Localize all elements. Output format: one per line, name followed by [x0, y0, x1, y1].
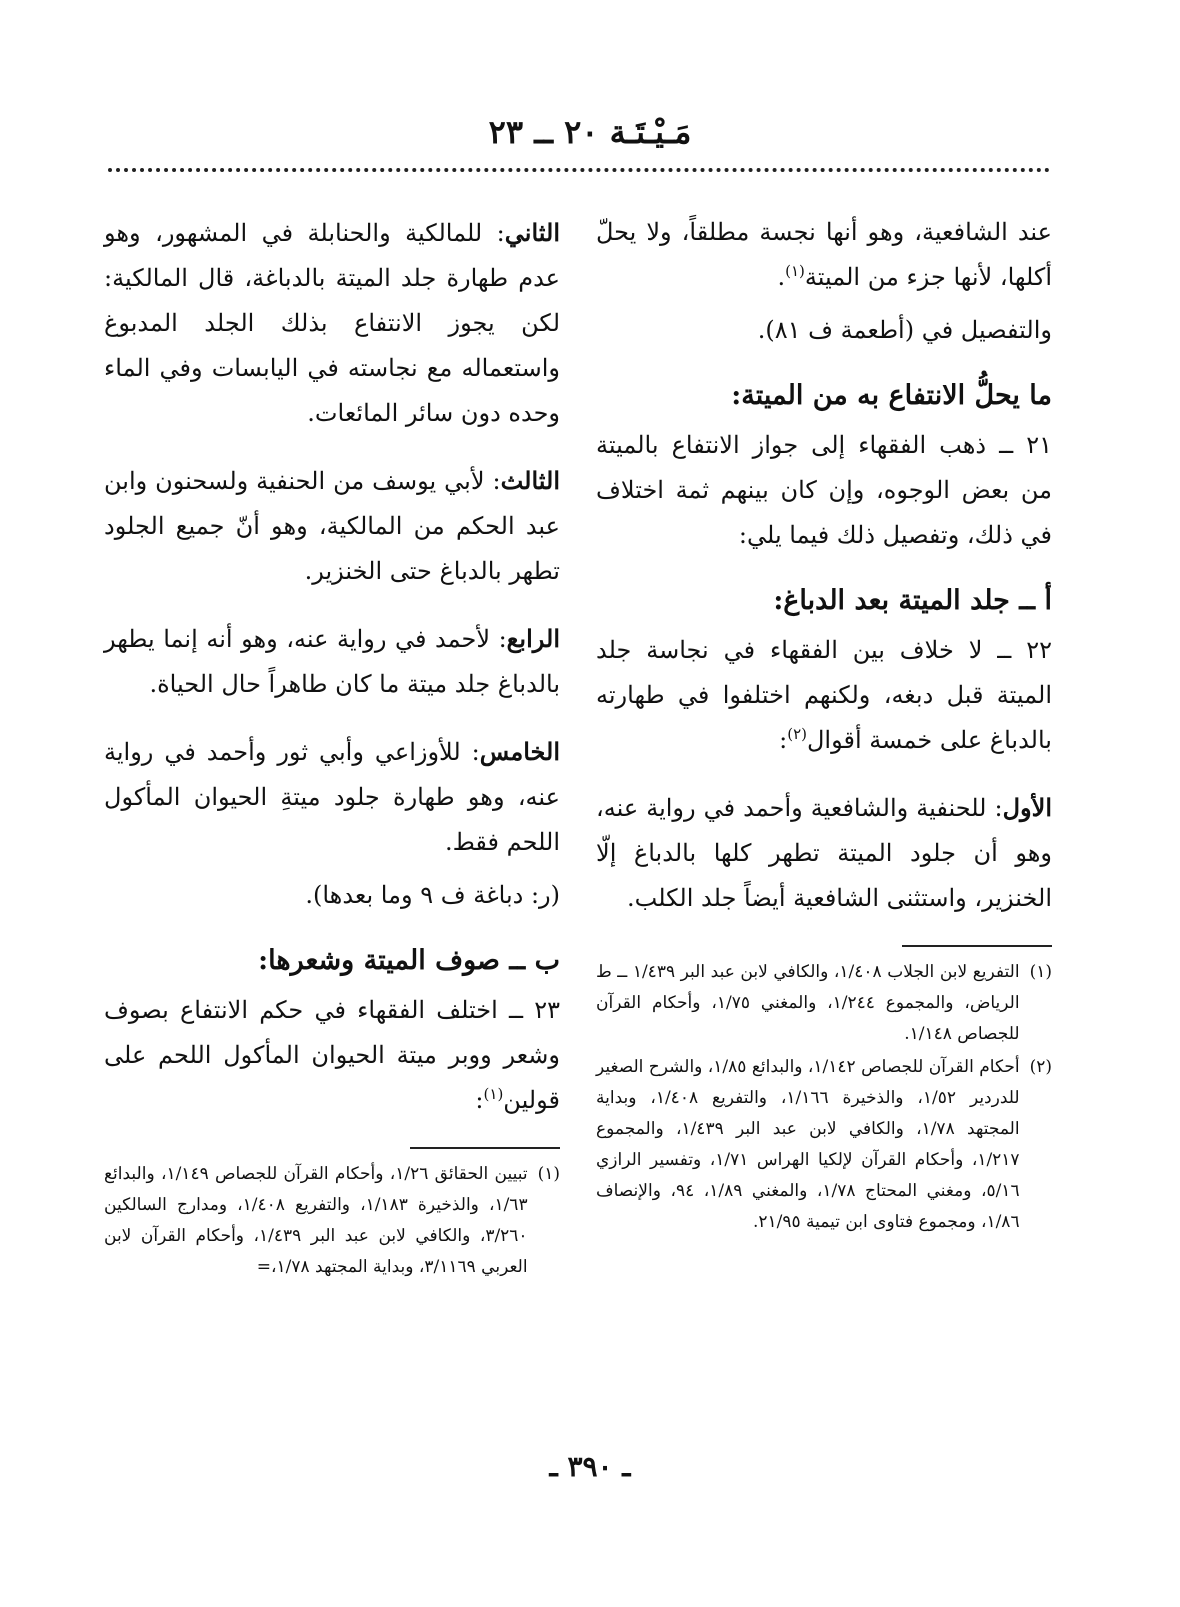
footnote-number: (١) [537, 1164, 560, 1184]
opinion-fifth-text: : للأوزاعي وأبي ثور وأحمد في رواية عنه، وهو طهارة جلود ميتةِ الحيوان المأكول اللحم فقط. [104, 738, 560, 856]
opinion-fifth [104, 729, 560, 865]
footnote-text: التفريع لابن الجلاب ١/٤٠٨، والكافي لابن عبد البر ١/٤٣٩ ــ ط الرياض، والمجموع ١/٢٤٤، والمغني ١/٧٥، وأحكام القرآن للجصاص ١/١٤٨. [596, 962, 1020, 1044]
opinion-third [104, 458, 560, 594]
footnote-separator [410, 1147, 560, 1149]
opinion-first [596, 785, 1052, 921]
left-column [104, 210, 560, 1285]
footnotes-left [104, 1159, 560, 1283]
opinion-second-text: : للمالكية والحنابلة في المشهور، وهو عدم طهارة جلد الميتة بالدباغة، قال المالكية: لكن يجوز الانتفاع بذلك الجلد المدبوغ واستعماله مع نجاسته في اليابسات وفي الماء وحده دون سائر المائعات. [104, 219, 560, 427]
intro-paragraph [596, 210, 1052, 300]
paragraph-22-end: : [779, 726, 788, 754]
page-number: ـ ٣٩٠ ـ [549, 1450, 631, 1483]
footnote-text: تبيين الحقائق ١/٢٦، وأحكام القرآن للجصاص ١/١٤٩، والبدائع ١/٦٣، والذخيرة ١/١٨٣، والتفريع ١/٤٠٨، ومدارج السالكين ٣/٢٦٠، والكافي لابن عبد البر ١/٤٣٩، وأحكام القرآن لابن العربي ٣/١١٦٩، وبداية المجتهد ١/٧٨،= [104, 1164, 528, 1277]
footnote-text: أحكام القرآن للجصاص ١/١٤٢، والبدائع ١/٨٥، والشرح الصغير للدردير ١/٥٢، والذخيرة ١/١٦٦، والتفريع ١/٤٠٨، وبداية المجتهد ١/٧٨، والكافي لابن عبد البر ١/٤٣٩، والمجموع ١/٢١٧، وأحكام القرآن لإلكيا الهراس ١/٧١، وتفسير الرازي ٥/١٦، ومغني المحتاج ١/٧٨، والمغني ١/٨٩، ٩٤، والإنصاف ١/٨٦، ومجموع فتاوى ابن تيمية ٢١/٩٥. [596, 1057, 1020, 1232]
footnote-item [104, 1159, 560, 1283]
opinion-first-text: : للحنفية والشافعية وأحمد في رواية عنه، وهو أن جلود الميتة تطهر كلها بالدباغ إلّا الخنزير، واستثنى الشافعية أيضاً جلد الكلب. [596, 794, 1052, 912]
opinion-second [104, 210, 560, 436]
header-dotted-rule [108, 168, 1050, 172]
opinion-fourth-text: : لأحمد في رواية عنه، وهو أنه إنما يطهر بالدباغ جلد ميتة ما كان طاهراً حال الحياة. [104, 625, 560, 698]
subsection-heading-b: ب ــ صوف الميتة وشعرها: [258, 945, 560, 976]
right-column [596, 210, 1052, 1240]
intro-text: عند الشافعية، وهو أنها نجسة مطلقاً، ولا يحلّ أكلها، لأنها جزء من الميتة [596, 218, 1052, 291]
detail-paragraph: والتفصيل في (أطعمة ف ٨١). [757, 316, 1052, 344]
footnote-number: (٢) [1029, 1057, 1052, 1077]
footnote-item [596, 1052, 1052, 1238]
opinion-fifth-lead: الخامس [479, 737, 560, 766]
footnote-item [596, 957, 1052, 1050]
section-heading-permitted-use: ما يحلُّ الانتفاع به من الميتة: [731, 380, 1052, 411]
footnote-ref[interactable]: (٢) [787, 725, 807, 743]
footnote-ref[interactable]: (١) [483, 1085, 504, 1103]
page-header-title: مَـيْـتَـة ٢٠ ــ ٢٣ [488, 113, 692, 151]
footnote-ref[interactable]: (١) [785, 262, 805, 280]
subsection-heading-a: أ ــ جلد الميتة بعد الدباغ: [773, 585, 1052, 616]
cross-reference-paragraph: (ر: دباغة ف ٩ وما بعدها). [305, 881, 560, 909]
opinion-second-lead: الثاني [504, 218, 560, 247]
footnote-separator [902, 945, 1052, 947]
paragraph-23-end: : [475, 1086, 484, 1114]
paragraph-22-text: ٢٢ ــ لا خلاف بين الفقهاء في نجاسة جلد الميتة قبل دبغه، ولكنهم اختلفوا في طهارته بالدباغ على خمسة أقوال [596, 636, 1052, 754]
opinion-third-text: : لأبي يوسف من الحنفية ولسحنون وابن عبد الحكم من المالكية، وهو أنّ جميع الجلود تطهر بالدباغ حتى الخنزير. [104, 467, 560, 585]
paragraph-22 [596, 628, 1052, 763]
paragraph-23 [104, 988, 560, 1123]
footnote-number: (١) [1029, 962, 1052, 982]
opinion-first-lead: الأول [1002, 793, 1052, 822]
paragraph-21: ٢١ ــ ذهب الفقهاء إلى جواز الانتفاع بالميتة من بعض الوجوه، وإن كان بينهم ثمة اختلاف في ذلك، وتفصيل ذلك فيما يلي: [596, 431, 1052, 549]
intro-end: . [777, 263, 786, 291]
opinion-fourth-lead: الرابع [506, 624, 560, 653]
opinion-third-lead: الثالث [500, 466, 560, 495]
paragraph-23-text: ٢٣ ــ اختلف الفقهاء في حكم الانتفاع بصوف وشعر ووبر ميتة الحيوان المأكول اللحم على قولين [104, 996, 560, 1114]
footnotes-right [596, 957, 1052, 1238]
opinion-fourth [104, 616, 560, 707]
